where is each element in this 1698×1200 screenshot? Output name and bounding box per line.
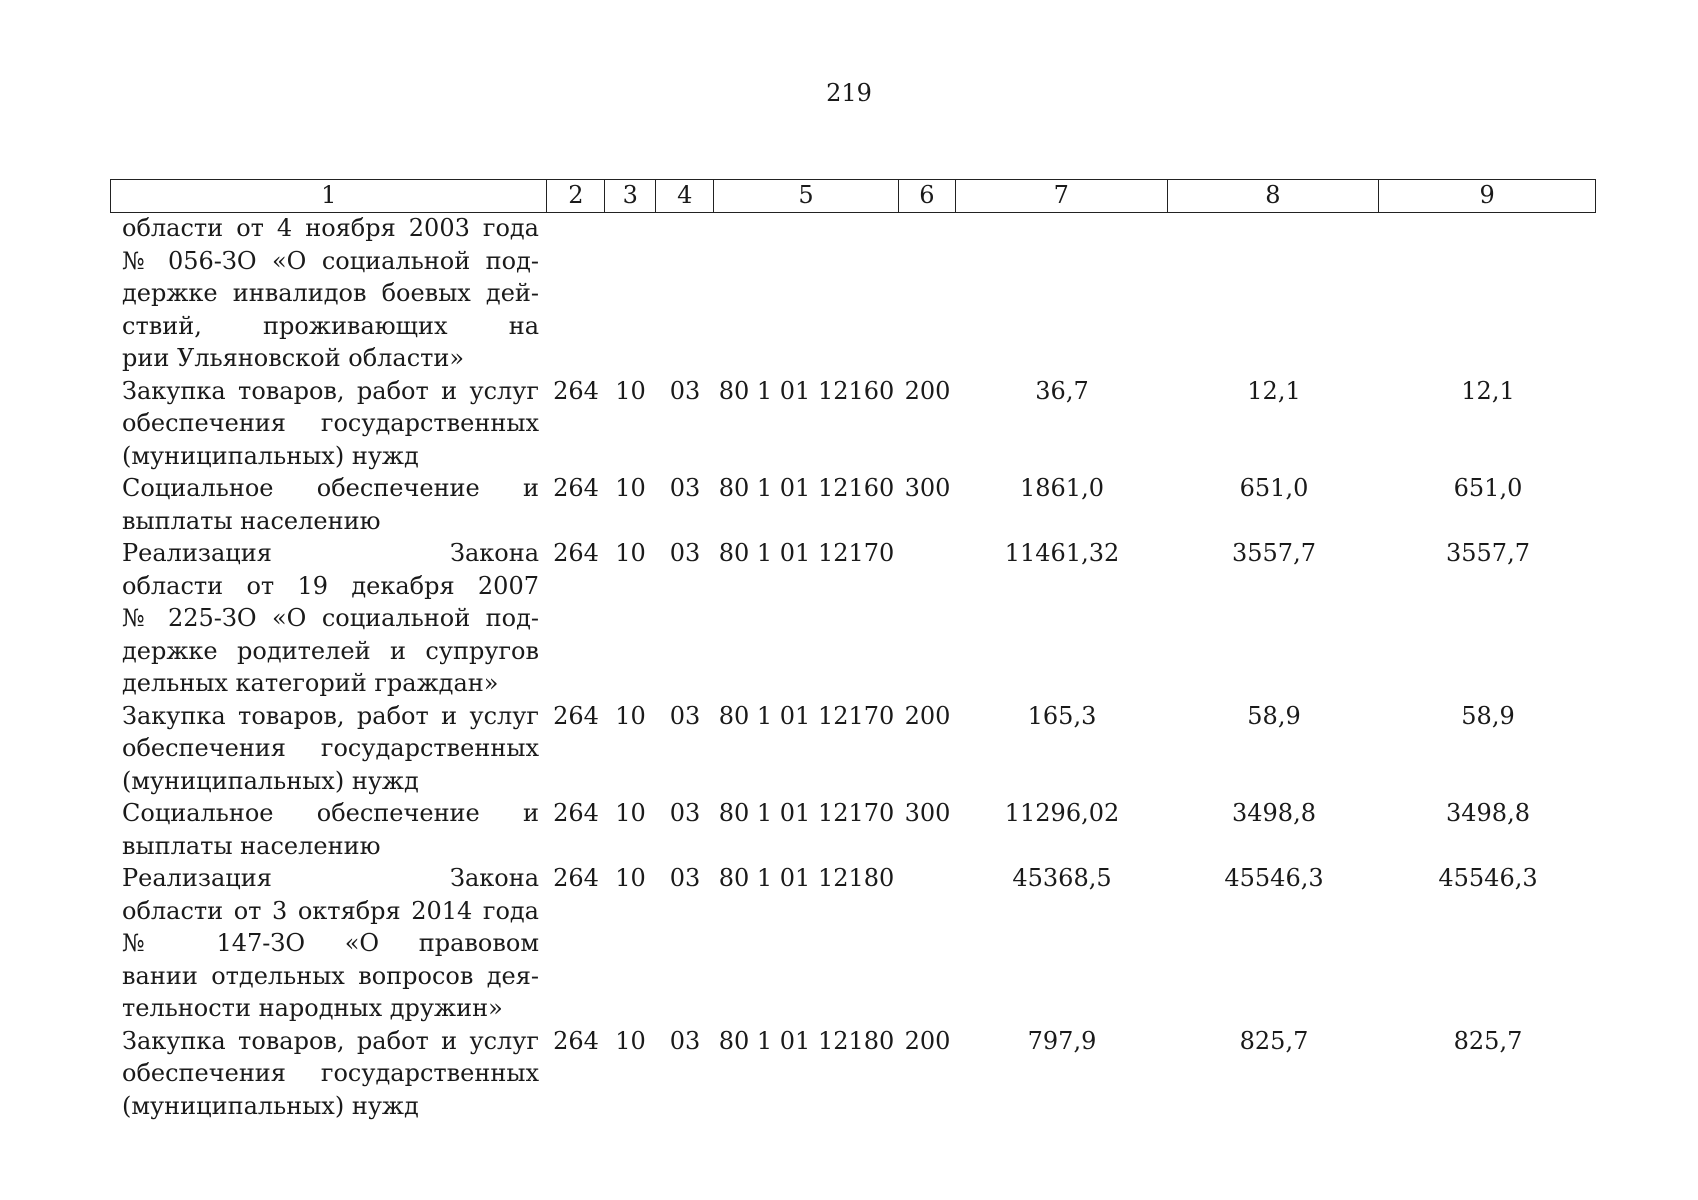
- amount-col-8: 45546,3: [1224, 864, 1324, 892]
- amount-col-7: 45368,5: [1012, 864, 1112, 892]
- subsection-code: 03: [669, 474, 701, 502]
- amount-col-9: 3557,7: [1446, 539, 1530, 567]
- description-line: Закупка товаров, работ и услуг: [122, 376, 539, 405]
- header-col-5: 5: [714, 180, 899, 212]
- description-line: выплаты населению: [122, 831, 381, 860]
- table-header-row: [110, 179, 1596, 213]
- amount-col-7: 165,3: [1027, 701, 1097, 730]
- amount-col-9: 58,9: [1461, 701, 1515, 730]
- amount-col-9: 651,0: [1453, 474, 1523, 502]
- table-row: [110, 472, 1596, 537]
- target-article-code: 80 1 01 12170: [718, 539, 895, 567]
- target-article-code: 80 1 01 12170: [718, 799, 895, 827]
- row-description: [110, 797, 547, 862]
- description-line: обеспечения государственных: [122, 734, 539, 762]
- target-article-code: 80 1 01 12180: [718, 864, 895, 892]
- subsection-code: 03: [669, 799, 701, 827]
- table-row: [110, 537, 1596, 700]
- ministry-code: 264: [553, 539, 599, 567]
- description-line: области от 3 октября 2014 года: [122, 896, 539, 925]
- description-line: вании отдельных вопросов дея-: [122, 961, 539, 990]
- table-row: [110, 1025, 1596, 1123]
- section-code: 10: [615, 1026, 646, 1055]
- page-number: 219: [826, 79, 872, 107]
- amount-col-8: 3498,8: [1232, 799, 1316, 827]
- description-line: дельных категорий граждан»: [122, 669, 499, 697]
- amount-col-9: 45546,3: [1438, 864, 1538, 892]
- ministry-code: 264: [553, 864, 599, 892]
- description-line: ствий, проживающих на: [122, 311, 539, 340]
- amount-col-9: 825,7: [1453, 1026, 1523, 1055]
- row-description: [110, 700, 547, 798]
- expense-type-code: [899, 862, 956, 1025]
- expense-type-code: [899, 212, 956, 375]
- description-line: держке родителей и супругов: [122, 636, 539, 665]
- table-row: [110, 797, 1596, 862]
- ministry-code: 264: [553, 799, 599, 827]
- table-row: [110, 375, 1596, 473]
- target-article-code: 80 1 01 12160: [718, 474, 895, 502]
- description-line: (муниципальных) нужд: [122, 1091, 419, 1120]
- amount-col-7: 36,7: [1035, 376, 1089, 405]
- subsection-code: 03: [669, 539, 701, 567]
- subsection-code: 03: [669, 376, 701, 405]
- description-line: обеспечения государственных: [122, 1059, 539, 1087]
- description-line: рии Ульяновской области»: [122, 344, 465, 372]
- amount-col-9: [1380, 212, 1596, 375]
- ministry-code: [547, 212, 605, 375]
- expense-type-code: 200: [904, 701, 951, 730]
- description-line: области от 19 декабря 2007: [122, 571, 539, 600]
- header-col-6: 6: [899, 180, 956, 212]
- amount-col-7: 797,9: [1027, 1026, 1097, 1055]
- subsection-code: 03: [669, 864, 701, 892]
- table-row: [110, 862, 1596, 1025]
- amount-col-8: 3557,7: [1232, 539, 1316, 567]
- header-col-2: 2: [547, 180, 605, 212]
- amount-col-9: 12,1: [1461, 376, 1515, 405]
- ministry-code: 264: [553, 474, 599, 502]
- section-code: 10: [615, 799, 646, 827]
- header-col-1: 1: [111, 180, 547, 212]
- description-line: Реализация Закона: [122, 864, 539, 892]
- amount-col-8: 651,0: [1239, 474, 1309, 502]
- section-code: 10: [615, 539, 646, 567]
- description-line: (муниципальных) нужд: [122, 441, 419, 470]
- subsection-code: 03: [669, 701, 701, 730]
- table-body: [110, 212, 1596, 1122]
- amount-col-8: 58,9: [1247, 701, 1301, 730]
- header-col-8: 8: [1168, 180, 1380, 212]
- expense-type-code: [899, 537, 956, 700]
- subsection-code: [656, 212, 714, 375]
- amount-col-7: 11296,02: [1004, 799, 1120, 827]
- description-line: тельности народных дружин»: [122, 994, 503, 1022]
- expense-type-code: 200: [904, 1026, 951, 1055]
- target-article-code: 80 1 01 12180: [718, 1026, 895, 1055]
- amount-col-9: 3498,8: [1446, 799, 1530, 827]
- row-description: [110, 1025, 547, 1123]
- expense-type-code: 300: [904, 474, 951, 502]
- section-code: 10: [615, 701, 646, 730]
- description-line: Социальное обеспечение и: [122, 799, 539, 827]
- row-description: [110, 472, 547, 537]
- description-line: № 225-ЗО «О социальной под-: [122, 604, 539, 632]
- section-code: 10: [615, 376, 646, 405]
- row-description: [110, 537, 547, 700]
- amount-col-7: 1861,0: [1020, 474, 1104, 502]
- amount-col-7: 11461,32: [1004, 539, 1120, 567]
- description-line: № 147-ЗО «О правовом: [122, 929, 539, 957]
- subsection-code: 03: [669, 1026, 701, 1055]
- description-line: Закупка товаров, работ и услуг: [122, 701, 539, 730]
- expense-type-code: 300: [904, 799, 951, 827]
- header-col-4: 4: [656, 180, 714, 212]
- description-line: (муниципальных) нужд: [122, 766, 419, 795]
- row-description: [110, 862, 547, 1025]
- description-line: Закупка товаров, работ и услуг: [122, 1026, 539, 1055]
- table-row: [110, 212, 1596, 375]
- row-description: [110, 375, 547, 473]
- header-col-7: 7: [956, 180, 1168, 212]
- description-line: Реализация Закона: [122, 539, 539, 567]
- description-line: держке инвалидов боевых дей-: [122, 279, 539, 307]
- description-line: выплаты населению: [122, 506, 381, 535]
- table-row: [110, 700, 1596, 798]
- header-col-3: 3: [605, 180, 656, 212]
- description-line: № 056-ЗО «О социальной под-: [122, 246, 539, 275]
- amount-col-8: [1168, 212, 1380, 375]
- expense-type-code: 200: [904, 376, 951, 405]
- target-article-code: 80 1 01 12170: [718, 701, 895, 730]
- row-description: [110, 212, 547, 375]
- ministry-code: 264: [553, 701, 599, 730]
- amount-col-7: [956, 212, 1168, 375]
- header-col-9: 9: [1479, 181, 1495, 209]
- target-article-code: [714, 212, 899, 375]
- amount-col-8: 12,1: [1247, 376, 1301, 405]
- description-line: обеспечения государственных: [122, 409, 539, 437]
- ministry-code: 264: [553, 376, 599, 405]
- amount-col-8: 825,7: [1239, 1026, 1309, 1055]
- section-code: 10: [615, 474, 646, 502]
- ministry-code: 264: [553, 1026, 599, 1055]
- section-code: 10: [615, 864, 646, 892]
- description-line: Социальное обеспечение и: [122, 474, 539, 502]
- description-line: области от 4 ноября 2003 года: [122, 214, 539, 242]
- section-code: [605, 212, 656, 375]
- target-article-code: 80 1 01 12160: [718, 376, 895, 405]
